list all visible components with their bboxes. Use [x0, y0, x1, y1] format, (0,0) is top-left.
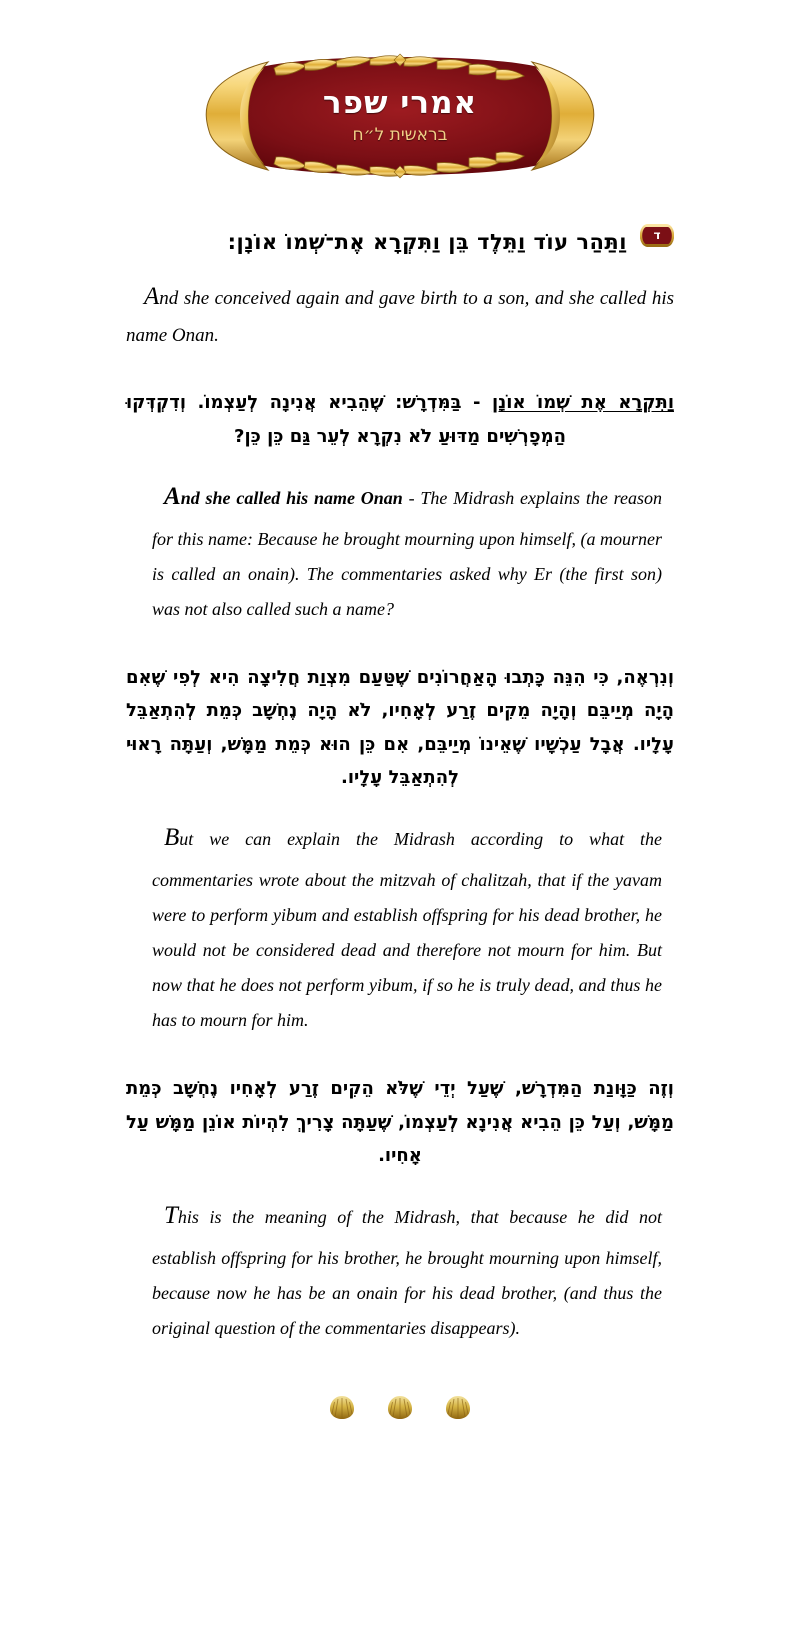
- header: [0, 0, 800, 180]
- english-initial-cap-3: T: [164, 1202, 178, 1230]
- banner-title: אמרי שפר: [322, 84, 478, 121]
- shell-icon: [329, 1394, 355, 1420]
- english-body-1: - The Midrash explains the reason for this name: Because he brought mourning upon himself, (a mourner is called an onain). The commentaries asked why Er (the first son) was not also called such a name?: [152, 488, 662, 619]
- hebrew-commentary-1: [126, 386, 674, 453]
- english-commentary-3: [126, 1192, 674, 1346]
- translation-initial-cap: A: [144, 283, 160, 311]
- hebrew-commentary-3: [126, 1072, 674, 1172]
- english-lead-1: [164, 483, 403, 511]
- shell-icon: [387, 1394, 413, 1420]
- banner-subtitle: בראשית ל״ח: [352, 125, 448, 146]
- footer-ornament: [126, 1394, 674, 1420]
- english-lead-rest-1: nd she called his name Onan: [180, 488, 403, 509]
- verse-number-badge: [640, 224, 674, 247]
- shell-icon: [445, 1394, 471, 1420]
- verse-row: [126, 224, 674, 257]
- hebrew-body-1: - בַּמִּדְרָשׁ: שֶׁהֵבִיא אֲנִינָה לְעַצְמוֹ. וְדִקְדְּקוּ הַמְפָרְשִׁים מַדּוּעַ לֹא נִקְרָא לְעֵר גַּם כֵּן כֵּן?: [126, 392, 566, 447]
- content-column: [0, 224, 800, 1420]
- english-commentary-1: [126, 473, 674, 627]
- dibur-hamaschil-1: וַתִּקְרָא אֶת שְׁמוֹ אוֹנָן: [491, 392, 674, 414]
- english-commentary-2: [126, 814, 674, 1038]
- hebrew-body-3: וְזֶה כַּוָּונַת הַמִּדְרָשׁ, שֶׁעַל יְדֵי שֶׁלֹּא הֵקִים זֶרַע לְאָחִיו נֶחְשָׁב כְּמֵת מַמָּשׁ, וְעַל כֵּן הֵבִיא אֲנִינָא לְעַצְמוֹ, שֶׁעַתָּה צָרִיךְ לִהְיוֹת אוֹנֵן מַמָּשׁ עַל אָחִיו.: [126, 1078, 674, 1167]
- translation-text: nd she conceived again and gave birth to a son, and she called his name Onan.: [126, 288, 674, 347]
- verse-number: ד: [653, 228, 661, 242]
- english-body-2: ut we can explain the Midrash according to what the commentaries wrote about the mitzvah of chalitzah, that if the yavam were to perform yibum and establish offspring for his dead brother, he would not be considered dead and therefore not mourn for him. But now that he does not perform yibum, if so he is truly dead, and thus he has to mourn for him.: [152, 829, 662, 1031]
- english-initial-cap-1: A: [164, 483, 181, 511]
- title-banner: [204, 52, 596, 180]
- verse-english-translation: [126, 275, 674, 352]
- banner-ornament-icon: [204, 52, 596, 180]
- english-body-3: his is the meaning of the Midrash, that because he did not establish offspring for his brother, he brought mourning upon himself, because now he has be an onain for his dead brother, (and thus the original question of the commentaries disappears).: [152, 1207, 662, 1339]
- hebrew-body-2: וְנִרְאֶה, כִּי הִנֵּה כָּתְבוּ הָאַחֲרוֹנִים שֶׁטַּעַם מִצְוַת חֲלִיצָה הִיא לְפִי שֶׁאִם הָיָה מְיַיבֵּם וְהָיָה מֵקִים זֶרַע לְאָחִיו, לֹא הָיָה נֶחְשָׁב כְּמֵת לְהִתְאַבֵּל עָלָיו. אֲבָל עַכְשָׁיו שֶׁאֵינוֹ מְיַיבֵּם, אִם כֵּן הוּא כְּמֵת מַמָּשׁ, וְעַתָּה רָאוּי לְהִתְאַבֵּל עָלָיו.: [126, 667, 674, 788]
- verse-hebrew-text: וַתַּהַר עוֹד וַתֵּלֶד בֵּן וַתִּקְרָא אֶת־שְׁמוֹ אוֹנָן:: [227, 230, 627, 254]
- hebrew-commentary-2: [126, 661, 674, 794]
- english-initial-cap-2: B: [164, 824, 180, 852]
